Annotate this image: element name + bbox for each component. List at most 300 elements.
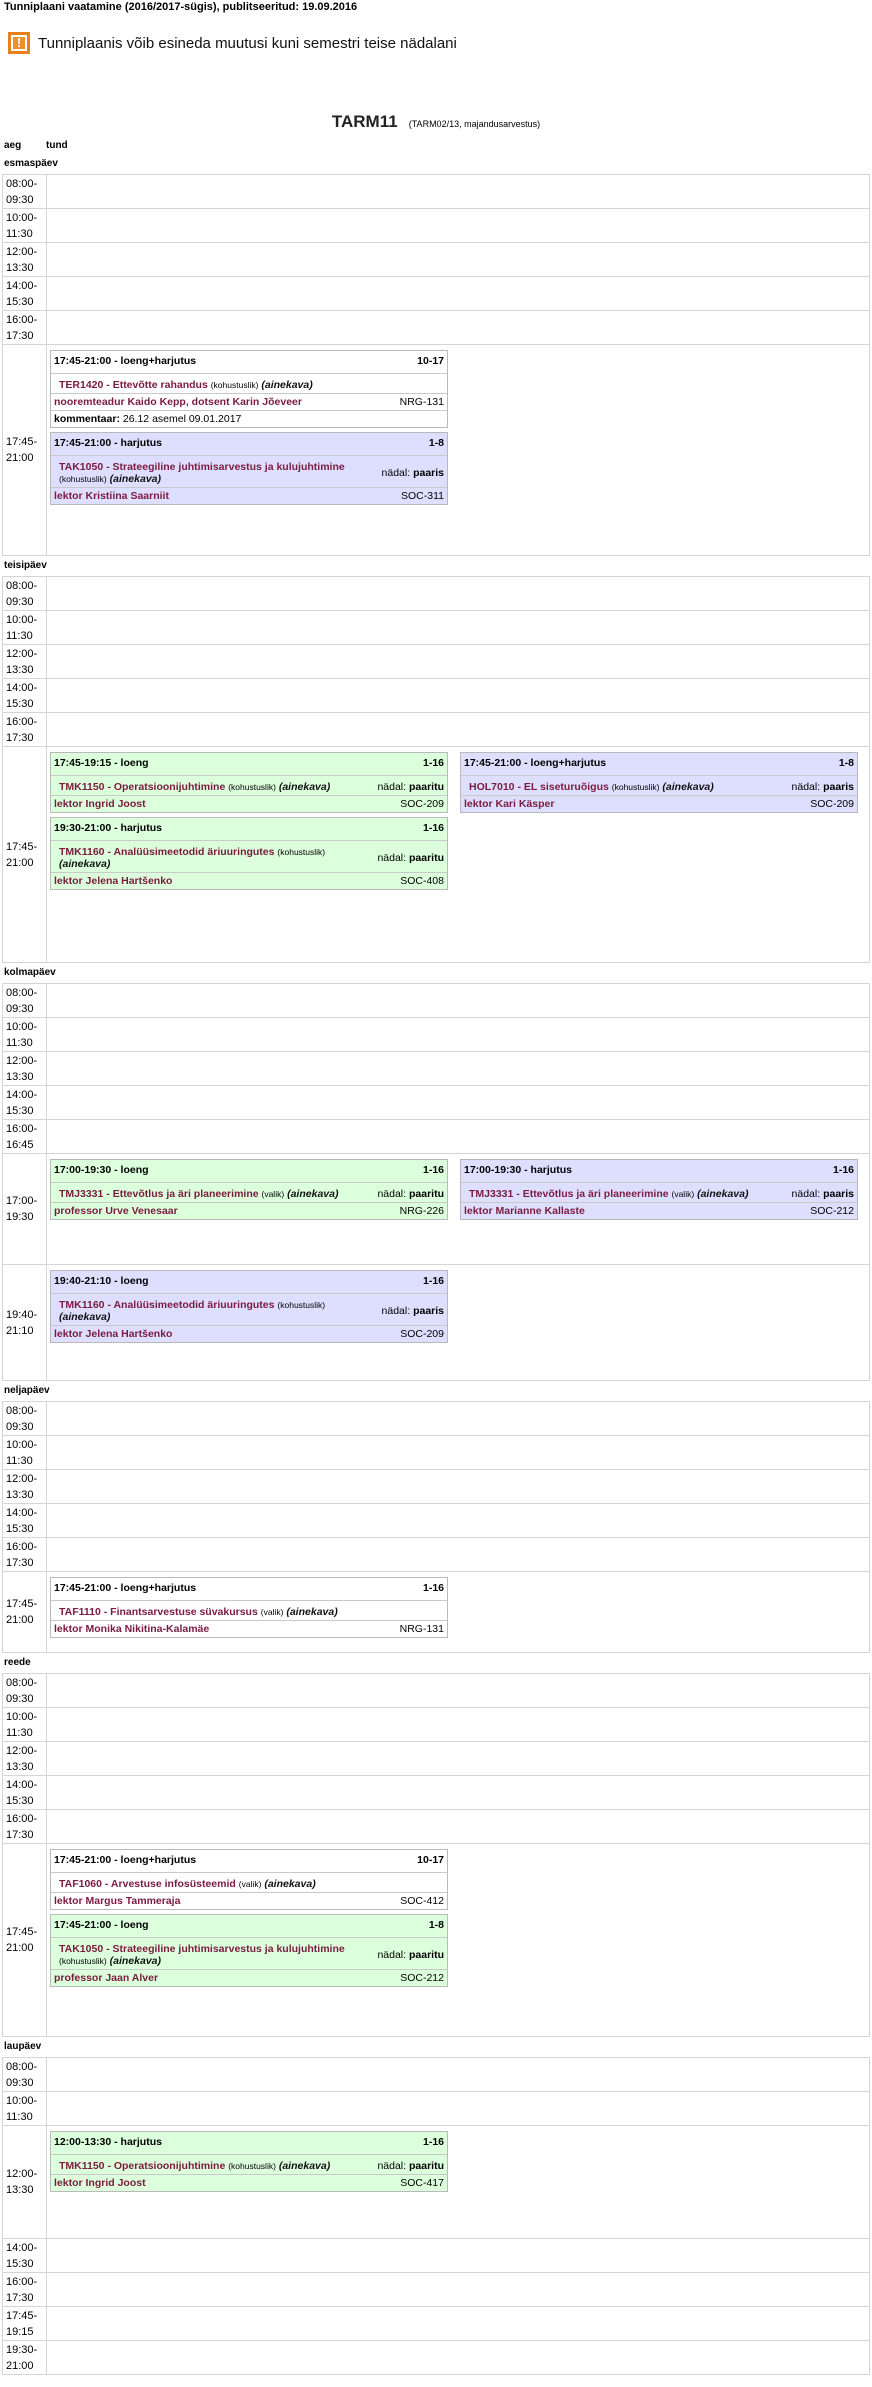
course-type: (kohustuslik)	[611, 782, 660, 792]
room: SOC-311	[401, 490, 444, 502]
time-slot-row	[3, 1742, 870, 1776]
syllabus-link[interactable]: (ainekava)	[59, 1311, 111, 1323]
time-slot-row	[3, 2058, 870, 2092]
slot-content	[47, 2058, 870, 2092]
teacher-link[interactable]: professor Jaan Alver	[54, 1972, 159, 1984]
slot-time: 08:00-09:30	[3, 1402, 47, 1436]
lesson-time-type: 17:45-21:00 - loeng+harjutus	[464, 757, 607, 769]
slot-lessons	[47, 1572, 869, 1643]
time-slot-row	[3, 1018, 870, 1052]
week-parity-value: paaris	[413, 467, 444, 479]
slot-content	[47, 747, 870, 963]
slot-content	[47, 1470, 870, 1504]
lesson-course-row	[461, 1183, 857, 1203]
slot-content	[47, 1018, 870, 1052]
lesson-header	[51, 1915, 447, 1938]
slot-content	[47, 1504, 870, 1538]
slot-content	[47, 645, 870, 679]
slot-time: 19:30-21:00	[3, 2341, 47, 2375]
lesson-weeks: 1-8	[428, 1919, 444, 1931]
course-link[interactable]: TER1420 - Ettevõtte rahandus	[59, 379, 208, 391]
slot-content	[47, 1265, 870, 1381]
week-parity-value: paaritu	[408, 2160, 444, 2172]
lesson-course-row	[51, 1601, 447, 1621]
slot-time: 16:00-17:30	[3, 1810, 47, 1844]
course-link[interactable]: HOL7010 - EL siseturuõigus	[469, 781, 609, 793]
room: SOC-412	[400, 1895, 444, 1907]
lesson-card	[50, 817, 448, 890]
lesson-card	[460, 752, 858, 813]
comment-text: 26.12 asemel 09.01.2017	[122, 413, 242, 425]
course-link[interactable]: TAK1050 - Strateegiline juhtimisarvestus ja kulujuhtimine	[59, 1943, 345, 1955]
lesson-weeks: 1-8	[838, 757, 854, 769]
time-slot-row	[3, 1708, 870, 1742]
lesson-course-row	[51, 456, 447, 488]
day-table	[2, 1673, 870, 2037]
lesson-column	[50, 350, 448, 505]
lesson-course-row	[51, 776, 447, 796]
lesson-time-type: 17:45-19:15 - loeng	[54, 757, 149, 769]
room: NRG-131	[399, 396, 444, 408]
course-link[interactable]: TAF1110 - Finantsarvestuse süvakursus	[59, 1606, 258, 1618]
lesson-header	[51, 1578, 447, 1601]
notice-banner	[0, 18, 872, 60]
day-table	[2, 174, 870, 556]
lesson-course-row	[51, 2155, 447, 2175]
time-slot-row	[3, 1504, 870, 1538]
slot-content	[47, 1776, 870, 1810]
slot-time: 10:00-11:30	[3, 2092, 47, 2126]
slot-content	[47, 1708, 870, 1742]
slot-content	[47, 209, 870, 243]
slot-content	[47, 577, 870, 611]
comment-label: kommentaar:	[54, 413, 120, 425]
teacher-link[interactable]: professor Urve Venesaar	[54, 1205, 178, 1217]
course-type: (valik)	[261, 1189, 285, 1199]
course-info	[59, 1943, 369, 1967]
time-slot-row	[3, 1572, 870, 1653]
day-header: reede	[4, 1657, 31, 1668]
time-slot-row	[3, 1674, 870, 1708]
teacher-link[interactable]: lektor Margus Tammeraja	[54, 1895, 181, 1907]
notice-text: Tunniplaanis võib esineda muutusi kuni semestri teise nädalani	[38, 34, 457, 52]
lesson-course-row	[51, 374, 447, 394]
slot-time: 17:00-19:30	[3, 1154, 47, 1265]
lesson-card	[50, 2131, 448, 2192]
week-parity	[374, 467, 444, 479]
syllabus-link[interactable]: (ainekava)	[697, 1188, 749, 1200]
lesson-column	[460, 752, 858, 813]
time-slot-row	[3, 243, 870, 277]
lesson-card	[50, 1270, 448, 1343]
lesson-weeks: 1-16	[422, 1164, 444, 1176]
slot-lessons	[47, 1154, 869, 1225]
slot-content	[47, 1052, 870, 1086]
slot-lessons	[47, 1844, 869, 1992]
slot-content	[47, 1538, 870, 1572]
slot-time: 10:00-11:30	[3, 1708, 47, 1742]
slot-content	[47, 1086, 870, 1120]
slot-content	[47, 1844, 870, 2037]
time-slot-row	[3, 611, 870, 645]
slot-content	[47, 243, 870, 277]
time-slot-row	[3, 645, 870, 679]
time-slot-row	[3, 2273, 870, 2307]
week-parity	[374, 1305, 444, 1317]
day-table	[2, 576, 870, 963]
slot-time: 14:00-15:30	[3, 679, 47, 713]
week-label: nädal:	[377, 852, 407, 864]
time-slot-row	[3, 175, 870, 209]
week-parity-value: paaris	[823, 1188, 854, 1200]
week-label: nädal:	[791, 1188, 821, 1200]
week-parity-value: paaritu	[408, 781, 444, 793]
slot-time: 08:00-09:30	[3, 175, 47, 209]
syllabus-link[interactable]: (ainekava)	[278, 2160, 331, 2172]
time-slot-row	[3, 577, 870, 611]
time-slot-row	[3, 1810, 870, 1844]
time-slot-row	[3, 1265, 870, 1381]
week-label: nädal:	[381, 467, 411, 479]
slot-time: 08:00-09:30	[3, 984, 47, 1018]
lesson-time-type: 17:00-19:30 - harjutus	[464, 1164, 572, 1176]
course-info	[59, 781, 330, 793]
slot-content	[47, 611, 870, 645]
teacher-link[interactable]: lektor Marianne Kallaste	[464, 1205, 585, 1217]
slot-time: 14:00-15:30	[3, 2239, 47, 2273]
week-parity-value: paaritu	[408, 1949, 444, 1961]
slot-content	[47, 2307, 870, 2341]
lesson-header	[461, 1160, 857, 1183]
course-type: (valik)	[260, 1607, 284, 1617]
time-slot-row	[3, 1154, 870, 1265]
course-type: (valik)	[238, 1879, 262, 1889]
slot-content	[47, 2239, 870, 2273]
timetable-title	[0, 60, 872, 140]
slot-time: 17:45-21:00	[3, 345, 47, 556]
lesson-course-row	[51, 1938, 447, 1970]
room: SOC-408	[400, 875, 444, 887]
slot-time: 16:00-17:30	[3, 2273, 47, 2307]
lesson-weeks: 1-16	[422, 822, 444, 834]
course-link[interactable]: TAK1050 - Strateegiline juhtimisarvestus ja kulujuhtimine	[59, 461, 345, 473]
lesson-column	[50, 1270, 448, 1343]
day-table	[2, 983, 870, 1381]
slot-time: 10:00-11:30	[3, 1018, 47, 1052]
course-type: (kohustuslik)	[277, 847, 326, 857]
slot-time: 17:45-21:00	[3, 1844, 47, 2037]
teacher-link[interactable]: lektor Kari Käsper	[464, 798, 555, 810]
time-slot-row	[3, 277, 870, 311]
slot-time: 10:00-11:30	[3, 611, 47, 645]
time-slot-row	[3, 984, 870, 1018]
lesson-column	[50, 1159, 448, 1220]
course-info	[469, 781, 714, 793]
week-parity	[369, 1949, 444, 1961]
course-type: (kohustuslik)	[210, 380, 259, 390]
slot-content	[47, 1572, 870, 1653]
slot-content	[47, 175, 870, 209]
slot-content	[47, 1742, 870, 1776]
lesson-course-row	[51, 1873, 447, 1893]
lesson-weeks: 1-16	[832, 1164, 854, 1176]
slot-time: 12:00-13:30	[3, 1470, 47, 1504]
lesson-teacher-row	[51, 394, 447, 410]
column-header-lesson: tund	[46, 140, 68, 151]
slot-time: 12:00-13:30	[3, 1742, 47, 1776]
slot-content	[47, 984, 870, 1018]
room: SOC-209	[400, 1328, 444, 1340]
time-slot-row	[3, 1470, 870, 1504]
syllabus-link[interactable]: (ainekava)	[109, 1955, 162, 1967]
course-link[interactable]: TAF1060 - Arvestuse infosüsteemid	[59, 1878, 236, 1890]
room: NRG-131	[399, 1623, 444, 1635]
course-link[interactable]: TMJ3331 - Ettevõtlus ja äri planeerimine	[469, 1188, 669, 1200]
course-info	[59, 1299, 374, 1323]
syllabus-link[interactable]: (ainekava)	[287, 1188, 339, 1200]
course-info	[469, 1188, 748, 1200]
teacher-link[interactable]: lektor Ingrid Joost	[54, 798, 146, 810]
lesson-weeks: 10-17	[417, 1854, 444, 1866]
course-info	[59, 846, 369, 870]
slot-content	[47, 1120, 870, 1154]
slot-time: 16:00-17:30	[3, 311, 47, 345]
day-table	[2, 2057, 870, 2375]
slot-content	[47, 1436, 870, 1470]
slot-content	[47, 679, 870, 713]
week-parity	[369, 1188, 444, 1200]
slot-content	[47, 277, 870, 311]
syllabus-link[interactable]: (ainekava)	[261, 379, 313, 391]
syllabus-link[interactable]: (ainekava)	[59, 858, 111, 870]
week-parity	[784, 781, 854, 793]
course-link[interactable]: TMK1150 - Operatsioonijuhtimine	[59, 2160, 226, 2172]
lesson-weeks: 1-16	[422, 1582, 444, 1594]
lesson-weeks: 1-16	[422, 757, 444, 769]
slot-lessons	[47, 747, 869, 895]
lesson-teacher-row	[461, 796, 857, 812]
course-info	[59, 461, 374, 485]
course-type: (kohustuslik)	[59, 1956, 107, 1966]
lesson-card	[50, 1914, 448, 1987]
slot-time: 10:00-11:30	[3, 1436, 47, 1470]
column-headers	[0, 140, 872, 154]
week-parity	[369, 852, 444, 864]
time-slot-row	[3, 1120, 870, 1154]
week-parity-value: paaritu	[408, 1188, 444, 1200]
week-parity	[369, 781, 444, 793]
slot-time: 19:40-21:10	[3, 1265, 47, 1381]
week-parity	[784, 1188, 854, 1200]
slot-time: 16:00-17:30	[3, 1538, 47, 1572]
course-info	[59, 379, 313, 391]
teacher-link[interactable]: lektor Kristiina Saarniit	[54, 490, 169, 502]
time-slot-row	[3, 2239, 870, 2273]
course-type: (kohustuslik)	[228, 2161, 276, 2171]
week-label: nädal:	[377, 2160, 407, 2172]
course-info	[59, 2160, 330, 2172]
syllabus-link[interactable]: (ainekava)	[662, 781, 714, 793]
lesson-weeks: 1-8	[428, 437, 444, 449]
syllabus-link[interactable]: (ainekava)	[109, 473, 162, 485]
lesson-header	[51, 1850, 447, 1873]
room: SOC-209	[400, 798, 444, 810]
slot-time: 16:00-17:30	[3, 713, 47, 747]
slot-content	[47, 311, 870, 345]
time-slot-row	[3, 311, 870, 345]
lesson-column	[460, 1159, 858, 1220]
week-label: nädal:	[791, 781, 821, 793]
room: SOC-417	[400, 2177, 444, 2189]
lesson-header	[51, 351, 447, 374]
slot-content	[47, 1402, 870, 1436]
day-header: kolmapäev	[4, 967, 56, 978]
syllabus-link[interactable]: (ainekava)	[278, 781, 331, 793]
slot-content	[47, 2092, 870, 2126]
timetable	[0, 154, 872, 2375]
time-slot-row	[3, 1402, 870, 1436]
lesson-teacher-row	[51, 1893, 447, 1909]
time-slot-row	[3, 747, 870, 963]
slot-time: 17:45-19:15	[3, 2307, 47, 2341]
syllabus-link[interactable]: (ainekava)	[286, 1606, 338, 1618]
lesson-header	[51, 753, 447, 776]
room: SOC-212	[810, 1205, 854, 1217]
slot-time: 08:00-09:30	[3, 577, 47, 611]
lesson-time-type: 17:45-21:00 - loeng+harjutus	[54, 1582, 197, 1594]
lesson-teacher-row	[51, 2175, 447, 2191]
week-label: nädal:	[377, 1949, 407, 1961]
slot-time: 14:00-15:30	[3, 277, 47, 311]
course-info	[59, 1878, 316, 1890]
day-table	[2, 1401, 870, 1653]
time-slot-row	[3, 1086, 870, 1120]
page-header: Tunniplaani vaatamine (2016/2017-sügis), publitseeritud: 19.09.2016	[4, 1, 358, 13]
time-slot-row	[3, 2307, 870, 2341]
lesson-course-row	[461, 776, 857, 796]
week-label: nädal:	[377, 1188, 407, 1200]
teacher-link[interactable]: lektor Monika Nikitina-Kalamäe	[54, 1623, 210, 1635]
course-link[interactable]: TMK1160 - Analüüsimeetodid äriuuringutes	[59, 1299, 275, 1311]
room: SOC-209	[810, 798, 854, 810]
day-header: teisipäev	[4, 560, 47, 571]
lesson-teacher-row	[51, 488, 447, 504]
lesson-header	[51, 818, 447, 841]
time-slot-row	[3, 679, 870, 713]
lesson-time-type: 17:00-19:30 - loeng	[54, 1164, 149, 1176]
course-link[interactable]: TMK1160 - Analüüsimeetodid äriuuringutes	[59, 846, 275, 858]
time-slot-row	[3, 1052, 870, 1086]
course-type: (kohustuslik)	[59, 474, 107, 484]
lesson-comment	[51, 410, 447, 427]
time-slot-row	[3, 1538, 870, 1572]
lesson-time-type: 17:45-21:00 - loeng+harjutus	[54, 355, 197, 367]
syllabus-link[interactable]: (ainekava)	[264, 1878, 316, 1890]
course-info	[59, 1188, 338, 1200]
lesson-teacher-row	[51, 1326, 447, 1342]
slot-content	[47, 2126, 870, 2239]
lesson-time-type: 17:45-21:00 - loeng	[54, 1919, 149, 1931]
lesson-card	[50, 1159, 448, 1220]
lesson-header	[51, 2132, 447, 2155]
slot-time: 14:00-15:30	[3, 1086, 47, 1120]
teacher-link[interactable]: lektor Ingrid Joost	[54, 2177, 146, 2189]
time-slot-row	[3, 2126, 870, 2239]
slot-time: 08:00-09:30	[3, 1674, 47, 1708]
time-slot-row	[3, 713, 870, 747]
lesson-teacher-row	[51, 873, 447, 889]
slot-time: 12:00-13:30	[3, 645, 47, 679]
slot-time: 14:00-15:30	[3, 1776, 47, 1810]
lesson-course-row	[51, 841, 447, 873]
course-info	[59, 1606, 338, 1618]
lesson-column	[50, 2131, 448, 2192]
slot-content	[47, 2273, 870, 2307]
teacher-link[interactable]: lektor Jelena Hartšenko	[54, 875, 173, 887]
course-type: (valik)	[671, 1189, 695, 1199]
week-label: nädal:	[381, 1305, 411, 1317]
group-description: (TARM02/13, majandusarvestus)	[408, 119, 541, 129]
slot-lessons	[47, 1265, 869, 1348]
slot-content	[47, 1810, 870, 1844]
day-header: laupäev	[4, 2041, 42, 2052]
lesson-teacher-row	[51, 1203, 447, 1219]
day-header: esmaspäev	[4, 158, 58, 169]
week-parity-value: paaris	[413, 1305, 444, 1317]
lesson-time-type: 19:40-21:10 - loeng	[54, 1275, 149, 1287]
teacher-link[interactable]: nooremteadur Kaido Kepp, dotsent Karin Jõeveer	[54, 396, 302, 408]
column-header-time: aeg	[4, 140, 22, 151]
week-parity-value: paaris	[823, 781, 854, 793]
lesson-course-row	[51, 1294, 447, 1326]
lesson-header	[51, 1271, 447, 1294]
slot-time: 12:00-13:30	[3, 2126, 47, 2239]
lesson-card	[50, 752, 448, 813]
slot-time: 14:00-15:30	[3, 1504, 47, 1538]
course-type: (kohustuslik)	[277, 1300, 326, 1310]
lesson-teacher-row	[51, 1621, 447, 1637]
slot-content	[47, 345, 870, 556]
room: SOC-212	[400, 1972, 444, 1984]
lesson-time-type: 12:00-13:30 - harjutus	[54, 2136, 162, 2148]
week-parity-value: paaritu	[408, 852, 444, 864]
lesson-card	[460, 1159, 858, 1220]
teacher-link[interactable]: lektor Jelena Hartšenko	[54, 1328, 173, 1340]
lesson-teacher-row	[51, 796, 447, 812]
slot-time: 17:45-21:00	[3, 1572, 47, 1653]
slot-content	[47, 713, 870, 747]
lesson-time-type: 19:30-21:00 - harjutus	[54, 822, 162, 834]
lesson-time-type: 17:45-21:00 - harjutus	[54, 437, 162, 449]
course-link[interactable]: TMK1150 - Operatsioonijuhtimine	[59, 781, 226, 793]
lesson-column	[50, 1849, 448, 1987]
slot-time: 10:00-11:30	[3, 209, 47, 243]
lesson-card	[50, 1577, 448, 1638]
room: NRG-226	[399, 1205, 444, 1217]
slot-content	[47, 1154, 870, 1265]
lesson-header	[51, 1160, 447, 1183]
time-slot-row	[3, 2092, 870, 2126]
week-label: nädal:	[377, 781, 407, 793]
time-slot-row	[3, 1436, 870, 1470]
lesson-course-row	[51, 1183, 447, 1203]
lesson-card	[50, 1849, 448, 1910]
lesson-card	[50, 432, 448, 505]
lesson-time-type: 17:45-21:00 - loeng+harjutus	[54, 1854, 197, 1866]
lesson-column	[50, 752, 448, 890]
course-link[interactable]: TMJ3331 - Ettevõtlus ja äri planeerimine	[59, 1188, 259, 1200]
slot-time: 12:00-13:30	[3, 1052, 47, 1086]
